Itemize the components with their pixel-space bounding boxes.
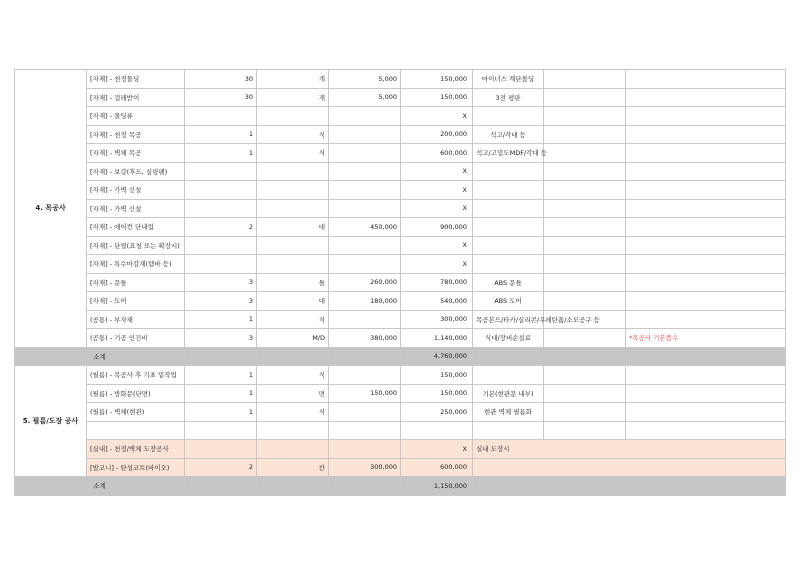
blank-cell [257,347,329,366]
amount-cell: 1,140,000 [401,329,473,348]
qty-cell: 2 [185,218,257,237]
amount-cell: X [401,199,473,218]
price-cell [329,199,401,218]
unit-cell: 칸 [257,458,329,477]
blank-cell [185,347,257,366]
subtotal-label: 소계 [15,347,185,366]
extra-note-cell [626,292,786,311]
amount-cell: 900,000 [401,218,473,237]
item-cell: [자재] - 몰딩류 [87,107,185,126]
qty-cell: 2 [185,458,257,477]
qty-cell [185,421,257,440]
item-cell: [자재] - 가벽 신설 [87,199,185,218]
price-cell: 380,000 [329,329,401,348]
item-cell: [자재] - 벽체 목공 [87,144,185,163]
unit-cell [257,199,329,218]
extra-note-cell [626,421,786,440]
extra-note-cell [626,366,786,385]
item-cell: [자재] - 천정몰딩 [87,70,185,89]
extra-note-cell [626,181,786,200]
price-cell [329,366,401,385]
extra-note-cell [626,255,786,274]
item-cell: (필름) - 벽체(현관) [87,403,185,422]
blank-cell [544,366,626,385]
qty-cell [185,236,257,255]
amount-cell: 200,000 [401,125,473,144]
table-row [15,162,786,181]
table-row [15,403,786,422]
table-row [15,255,786,274]
unit-cell [257,236,329,255]
unit-cell: 식 [257,366,329,385]
table-row [15,329,786,348]
estimate-table [14,69,786,496]
section-title: 5. 필름/도장 공사 [15,366,87,477]
amount-cell: 540,000 [401,292,473,311]
price-cell [329,421,401,440]
qty-cell [185,440,257,459]
subtotal-row [15,477,786,496]
price-cell: 450,000 [329,218,401,237]
qty-cell [185,181,257,200]
blank-cell [544,329,626,348]
amount-cell: 600,000 [401,144,473,163]
table-row [15,292,786,311]
table-row [15,366,786,385]
extra-note-cell [626,199,786,218]
table-row [15,458,786,477]
qty-cell: 3 [185,329,257,348]
table-row [15,199,786,218]
blank-cell [544,199,626,218]
note-cell: 실내 도장시 [473,440,786,459]
note-cell: ABS 도어 [473,292,544,311]
blank-cell [544,421,626,440]
extra-note-cell [626,144,786,163]
item-cell: [자재] - 보강(후드, 실링팬) [87,162,185,181]
item-cell: [자재] - 에어컨 단내림 [87,218,185,237]
table-row [15,70,786,89]
unit-cell [257,107,329,126]
extra-note-cell [626,162,786,181]
note-cell [473,218,544,237]
extra-note-cell [626,88,786,107]
note-cell [473,199,544,218]
blank-cell [544,236,626,255]
blank-cell [544,162,626,181]
table-row [15,144,786,163]
qty-cell: 3 [185,273,257,292]
unit-cell: 식 [257,403,329,422]
note-cell [473,458,786,477]
extra-note-cell [626,384,786,403]
note-cell [473,366,544,385]
unit-cell: 식 [257,310,329,329]
price-cell: 5,000 [329,70,401,89]
price-cell: 260,000 [329,273,401,292]
amount-cell: 150,000 [401,366,473,385]
unit-cell: 틀 [257,273,329,292]
note-cell: 현관 벽체 필름화 [473,403,544,422]
table-row [15,421,786,440]
blank-cell [544,107,626,126]
extra-note-cell [626,125,786,144]
table-row [15,107,786,126]
item-cell: [자재] - 문틀 [87,273,185,292]
item-cell: [자재] - 가벽 신설 [87,181,185,200]
blank-cell [544,125,626,144]
note-cell [473,236,544,255]
extra-note-cell [626,310,786,329]
blank-cell [329,477,401,496]
item-cell: [자재] - 걸레받이 [87,88,185,107]
price-cell [329,440,401,459]
note-cell [473,421,544,440]
unit-cell: 개 [257,70,329,89]
subtotal-amount: 1,150,000 [401,477,473,496]
amount-cell: X [401,255,473,274]
amount-cell: 600,000 [401,458,473,477]
note-cell: 마이너스 계단몰딩 [473,70,544,89]
table-row [15,125,786,144]
item-cell: (공통) - 기공 인건비 [87,329,185,348]
table-row [15,310,786,329]
qty-cell [185,199,257,218]
amount-cell: 300,000 [401,310,473,329]
blank-cell [329,347,401,366]
note-cell: 석고/각대 등 [473,125,544,144]
amount-cell: X [401,162,473,181]
extra-note-cell [626,107,786,126]
unit-cell [257,181,329,200]
subtotal-label: 소계 [15,477,185,496]
qty-cell [185,255,257,274]
note-cell [473,107,544,126]
qty-cell [185,107,257,126]
blank-cell [544,88,626,107]
blank-cell [544,218,626,237]
blank-cell [544,384,626,403]
note-cell [473,181,544,200]
price-cell [329,236,401,255]
unit-cell [257,255,329,274]
unit-cell [257,421,329,440]
amount-cell: 780,000 [401,273,473,292]
qty-cell: 1 [185,366,257,385]
note-cell: 3전 평판 [473,88,544,107]
unit-cell: 대 [257,218,329,237]
blank-cell [185,477,257,496]
note-cell: 식대/장비손실료 [473,329,544,348]
qty-cell: 1 [185,310,257,329]
table-row [15,218,786,237]
extra-note-cell [626,273,786,292]
blank-cell [544,181,626,200]
item-cell [87,421,185,440]
amount-cell: X [401,440,473,459]
note-cell [473,255,544,274]
unit-cell: 대 [257,292,329,311]
blank-cell [473,347,786,366]
blank-cell [544,144,626,163]
price-cell [329,255,401,274]
price-cell [329,125,401,144]
note-cell: 기본(현관문 내부) [473,384,544,403]
table-row [15,273,786,292]
price-cell [329,107,401,126]
blank-cell [544,255,626,274]
price-cell: 150,000 [329,384,401,403]
amount-cell: X [401,107,473,126]
note-cell [473,162,544,181]
price-cell: 300,000 [329,458,401,477]
unit-cell: 식 [257,144,329,163]
item-cell: [자재] - 단열(요청 또는 확장시) [87,236,185,255]
item-cell: [실내] - 천정/벽체 도장공사 [87,440,185,459]
section-title: 4. 목공사 [15,70,87,348]
extra-note-cell [626,236,786,255]
qty-cell: 1 [185,403,257,422]
item-cell: (공통) - 부자재 [87,310,185,329]
item-cell: (필름) - 목공사 후 기초 밑작업 [87,366,185,385]
blank-cell [544,273,626,292]
extra-note-cell [626,403,786,422]
qty-cell: 30 [185,88,257,107]
qty-cell: 1 [185,125,257,144]
qty-cell [185,162,257,181]
extra-note-cell [626,70,786,89]
qty-cell: 3 [185,292,257,311]
price-cell [329,310,401,329]
amount-cell: X [401,181,473,200]
price-cell [329,181,401,200]
price-cell [329,144,401,163]
blank-cell [544,403,626,422]
price-cell: 180,000 [329,292,401,311]
extra-note-cell: *목공사 기본품수 [626,329,786,348]
price-cell [329,162,401,181]
table-row [15,236,786,255]
price-cell [329,403,401,422]
item-cell: [자재] - 도어 [87,292,185,311]
unit-cell: M/D [257,329,329,348]
extra-note-cell [626,218,786,237]
amount-cell: 250,000 [401,403,473,422]
item-cell: [발코니] - 탄성코트(바이오) [87,458,185,477]
qty-cell: 1 [185,384,257,403]
unit-cell: 면 [257,384,329,403]
price-cell: 5,000 [329,88,401,107]
unit-cell [257,440,329,459]
blank-cell [257,477,329,496]
amount-cell: 150,000 [401,88,473,107]
item-cell: (필름) - 방화문(단면) [87,384,185,403]
amount-cell: X [401,236,473,255]
table-row [15,88,786,107]
note-cell: ABS 문틀 [473,273,544,292]
table-row [15,440,786,459]
unit-cell: 개 [257,88,329,107]
note-cell: 석고/고밀도MDF/각대 등 [473,144,544,163]
unit-cell: 식 [257,125,329,144]
subtotal-amount: 4,760,000 [401,347,473,366]
qty-cell: 1 [185,144,257,163]
blank-cell [473,477,786,496]
table-row [15,384,786,403]
item-cell: [자재] - 천정 목공 [87,125,185,144]
amount-cell: 150,000 [401,70,473,89]
blank-cell [544,70,626,89]
item-cell: [자재] - 특수마감재(템바 등) [87,255,185,274]
subtotal-row [15,347,786,366]
unit-cell [257,162,329,181]
amount-cell: 150,000 [401,384,473,403]
note-cell: 목공본드/타카/실리콘/우레탄폼/소모공구 등 [473,310,544,329]
table-row [15,181,786,200]
qty-cell: 30 [185,70,257,89]
blank-cell [544,292,626,311]
amount-cell [401,421,473,440]
